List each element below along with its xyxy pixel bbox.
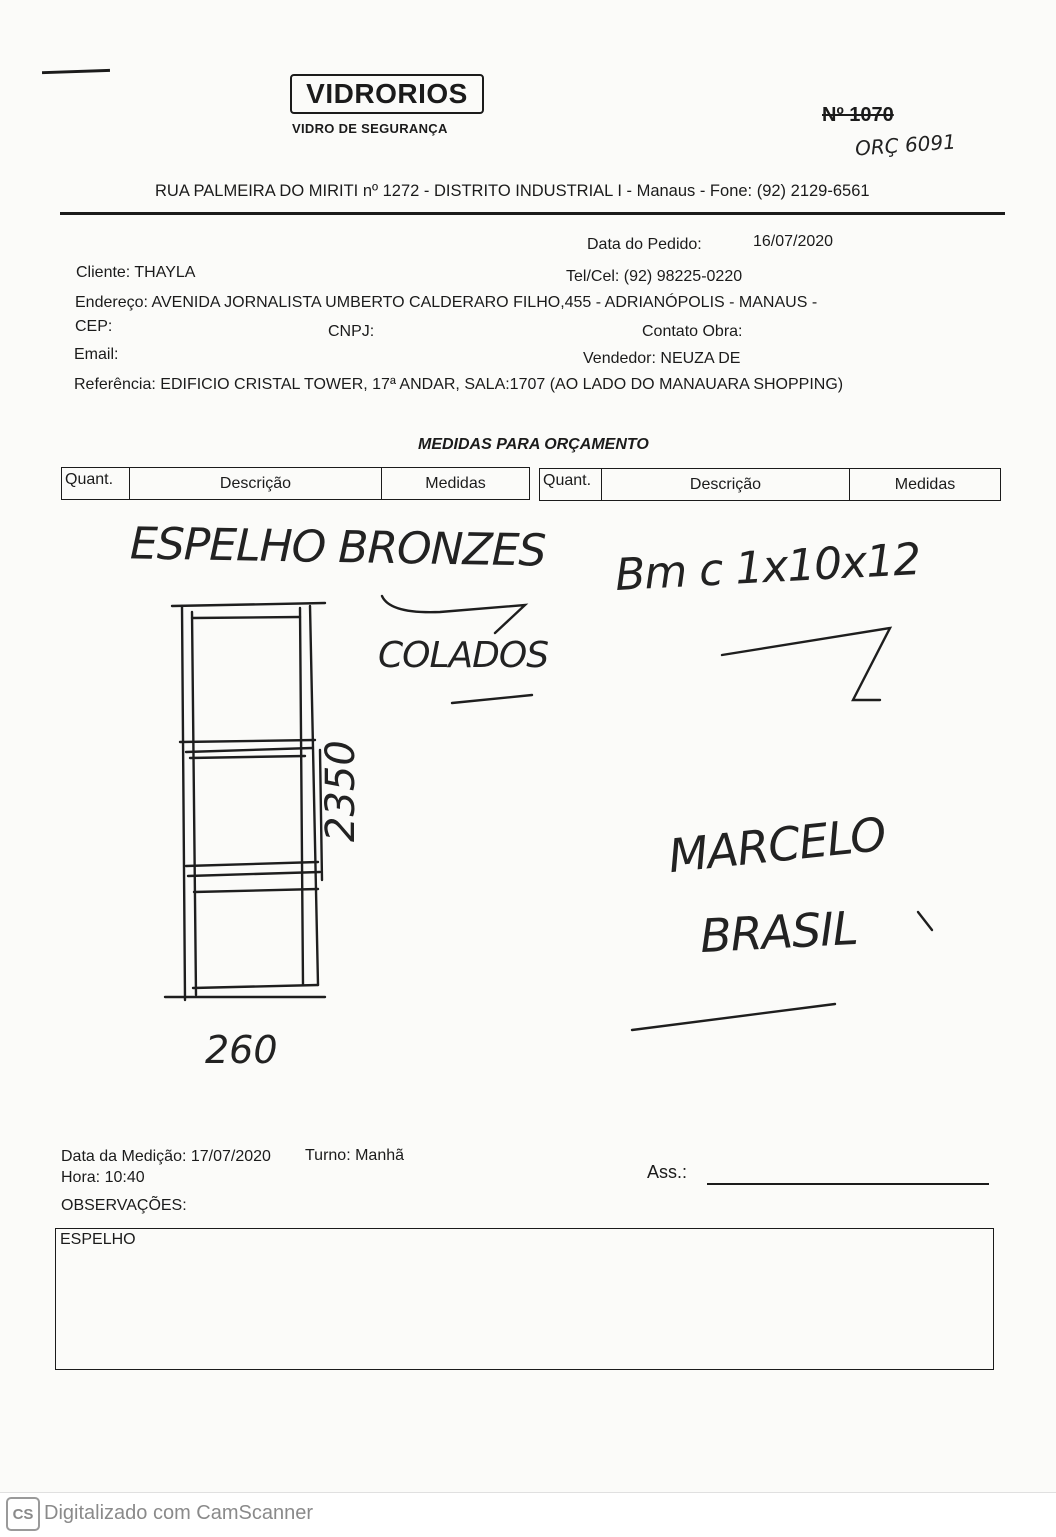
camscanner-text: Digitalizado com CamScanner bbox=[44, 1502, 314, 1524]
handwritten-name-line1: MARCELO bbox=[665, 806, 888, 884]
order-date-value: 16/07/2020 bbox=[753, 233, 834, 250]
camscanner-logo: CS bbox=[6, 1497, 40, 1531]
client-address: Endereço: AVENIDA JORNALISTA UMBERTO CALDERARO FILHO,455 - ADRIANÓPOLIS - MANAUS - bbox=[75, 294, 818, 311]
cnpj-field: CNPJ: bbox=[328, 323, 375, 340]
handwritten-name-line2: BRASIL bbox=[698, 900, 859, 964]
seller-field: Vendedor: NEUZA DE bbox=[583, 350, 741, 367]
logo-text: VIDRORIOS bbox=[306, 78, 468, 109]
logo-tagline: VIDRO DE SEGURANÇA bbox=[292, 121, 448, 136]
client-name: Cliente: THAYLA bbox=[76, 264, 196, 281]
col-descricao: Descrição bbox=[129, 468, 381, 499]
signature-line bbox=[707, 1183, 989, 1185]
handwritten-item-title: ESPELHO BRONZES bbox=[129, 518, 546, 577]
measurements-title: MEDIDAS PARA ORÇAMENTO bbox=[418, 436, 649, 453]
observations-box bbox=[55, 1228, 994, 1370]
observations-label: OBSERVAÇÕES: bbox=[61, 1197, 187, 1214]
col-medidas: Medidas bbox=[381, 468, 529, 499]
email-field: Email: bbox=[74, 346, 119, 363]
handwritten-width-dim: 260 bbox=[205, 1028, 278, 1072]
handwritten-right-spec: Bm c 1x10x12 bbox=[613, 534, 922, 601]
scanner-footer bbox=[0, 1492, 1056, 1537]
signature-label: Ass.: bbox=[647, 1162, 688, 1182]
observations-text: ESPELHO bbox=[60, 1231, 136, 1248]
col-quant: Quant. bbox=[543, 472, 592, 489]
measurement-date: Data da Medição: 17/07/2020 bbox=[61, 1148, 271, 1165]
measurement-time: Hora: 10:40 bbox=[61, 1169, 145, 1186]
client-phone: Tel/Cel: (92) 98225-0220 bbox=[566, 268, 743, 285]
col-medidas: Medidas bbox=[849, 469, 1000, 500]
col-quant: Quant. bbox=[65, 471, 114, 488]
contact-field: Contato Obra: bbox=[642, 323, 743, 340]
col-descricao: Descrição bbox=[601, 469, 849, 500]
handwritten-item-sub: COLADOS bbox=[378, 635, 549, 676]
handwritten-height-dim: 2350 bbox=[318, 740, 364, 842]
measurement-shift: Turno: Manhã bbox=[305, 1147, 405, 1164]
cep-field: CEP: bbox=[75, 318, 113, 335]
order-date-label: Data do Pedido: bbox=[587, 236, 702, 253]
company-address: RUA PALMEIRA DO MIRITI nº 1272 - DISTRITO INDUSTRIAL I - Manaus - Fone: (92) 2129-6561 bbox=[155, 182, 870, 200]
handwritten-order-ref: ORÇ 6091 bbox=[854, 129, 957, 161]
order-number: Nº 1070 bbox=[822, 104, 894, 126]
reference-field: Referência: EDIFICIO CRISTAL TOWER, 17ª ANDAR, SALA:1707 (AO LADO DO MANAUARA SHOPPING) bbox=[74, 376, 844, 393]
